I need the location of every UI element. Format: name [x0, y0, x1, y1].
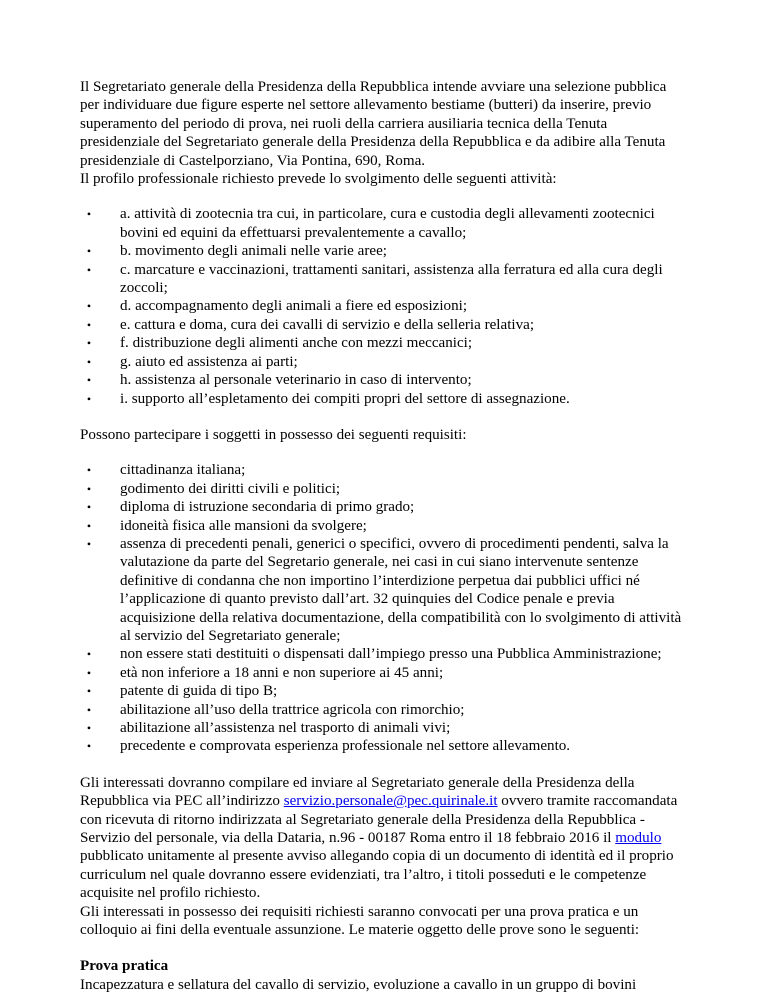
list-item: • a. attività di zootecnia tra cui, in particolare, cura e custodia degli allevamenti zootecnici bovini ed equini da effettuarsi prevalentemente a cavallo;	[80, 205, 688, 242]
bullet-icon: •	[86, 665, 92, 680]
list-item: • i. supporto all’espletamento dei compiti propri del settore di assegnazione.	[80, 390, 688, 408]
bullet-icon: •	[86, 317, 92, 332]
list-item: • f. distribuzione degli alimenti anche con mezzi meccanici;	[80, 334, 688, 352]
bullet-icon: •	[86, 721, 92, 735]
list-item: • patente di guida di tipo B;	[80, 682, 688, 700]
bullet-icon: •	[86, 463, 92, 478]
list-item: • h. assistenza al personale veterinario in caso di intervento;	[80, 371, 688, 389]
list-item: • abilitazione all’assistenza nel trasporto di animali vivi;	[80, 719, 688, 737]
list-item: • precedente e comprovata esperienza professionale nel settore allevamento.	[80, 737, 688, 755]
list-item: • e. cattura e doma, cura dei cavalli di servizio e della selleria relativa;	[80, 316, 688, 334]
list-item: • cittadinanza italiana;	[80, 461, 688, 479]
bullet-icon: •	[86, 391, 92, 406]
bullet-icon: •	[86, 481, 92, 496]
list-item: • non essere stati destituiti o dispensati dall’impiego presso una Pubblica Amministrazione;	[80, 645, 688, 663]
document-body	[80, 78, 688, 994]
convocation-paragraph: Gli interessati in possesso dei requisiti richiesti saranno convocati per una prova pratica e un colloquio ai fini della eventuale assunzione. Le materie oggetto delle prove sono le seguenti:	[80, 903, 640, 939]
list-item: • g. aiuto ed assistenza ai parti;	[80, 353, 688, 371]
requirements-intro: Possono partecipare i soggetti in possesso dei seguenti requisiti:	[80, 426, 467, 443]
intro-paragraph: Il Segretariato generale della Presidenza della Repubblica intende avviare una selezione pubblica per individuare due figure esperte nel settore allevamento bestiame (butteri) da inserire, previo superamento del periodo di prova, nei ruoli della carriera ausiliaria tecnica della Tenuta presidenziale del Segretariato generale della Presidenza della Repubblica e da adibire alla Tenuta presidenziale di Castelporziano, Via Pontina, 690, Roma.	[80, 79, 667, 169]
bullet-icon: •	[86, 373, 92, 388]
list-item: • età non inferiore a 18 anni e non superiore ai 45 anni;	[80, 664, 688, 682]
activities-list	[80, 205, 688, 407]
practical-test-text: Incapezzatura e sellatura del cavallo di servizio, evoluzione a cavallo in un gruppo di bovini	[80, 976, 637, 993]
bullet-icon: •	[86, 702, 92, 717]
list-item: • b. movimento degli animali nelle varie aree;	[80, 242, 688, 260]
bullet-icon: •	[86, 536, 92, 551]
list-item: • diploma di istruzione secondaria di primo grado;	[80, 498, 688, 516]
requirements-list	[80, 461, 688, 756]
practical-test-heading: Prova pratica	[80, 958, 169, 975]
list-item: • godimento dei diritti civili e politici;	[80, 480, 688, 498]
application-paragraph: Gli interessati dovranno compilare ed inviare al Segretariato generale della Presidenza della Repubblica via PEC all’indirizzo servizio.personale@pec.quirinale.it ovvero tramite raccomandata con ricevuta di ritorno indirizzata al Segretariato generale della Presidenza della Repubblica - Servizio del personale, via della Dataria, n.96 - 00187 Roma entro il 18 febbraio 2016 il modulo pubblicato unitamente al presente avviso allegando copia di un documento di identità ed il proprio curriculum nel quale dovranno essere evidenziati, tra l’altro, i titoli posseduti e le competenze acquisite nel profilo richiesto.	[80, 774, 678, 902]
bullet-icon: •	[86, 500, 92, 515]
bullet-icon: •	[86, 684, 92, 699]
list-item: • assenza di precedenti penali, generici o specifici, ovvero di procedimenti pendenti, salva la valutazione da parte del Segretario generale, nei casi in cui siano intervenute sentenze definitive di condanna che non importino l’interdizione perpetua dai pubblici uffici né l’applicazione di quanto previsto dall’art. 32 quinquies del Codice penale e previa acquisizione della relativa documentazione, della compatibilità con lo svolgimento di attività al servizio del Segretariato generale;	[80, 535, 688, 645]
bullet-icon: •	[86, 647, 92, 662]
bullet-icon: •	[86, 354, 92, 369]
modulo-link[interactable]: modulo	[615, 830, 662, 847]
bullet-icon: •	[86, 518, 92, 533]
list-item: • idoneità fisica alle mansioni da svolgere;	[80, 517, 688, 535]
bullet-icon: •	[86, 207, 92, 222]
list-item: • d. accompagnamento degli animali a fiere ed esposizioni;	[80, 297, 688, 315]
bullet-icon: •	[86, 299, 92, 314]
bullet-icon: •	[86, 336, 92, 351]
list-item: • c. marcature e vaccinazioni, trattamenti sanitari, assistenza alla ferratura ed alla cura degli zoccoli;	[80, 261, 688, 298]
bullet-icon: •	[86, 262, 92, 277]
email-link[interactable]: servizio.personale@pec.quirinale.it	[283, 793, 498, 810]
profile-intro: Il profilo professionale richiesto prevede lo svolgimento delle seguenti attività:	[80, 171, 557, 188]
bullet-icon: •	[86, 244, 92, 259]
bullet-icon: •	[86, 739, 92, 754]
list-item: • abilitazione all’uso della trattrice agricola con rimorchio;	[80, 701, 688, 719]
